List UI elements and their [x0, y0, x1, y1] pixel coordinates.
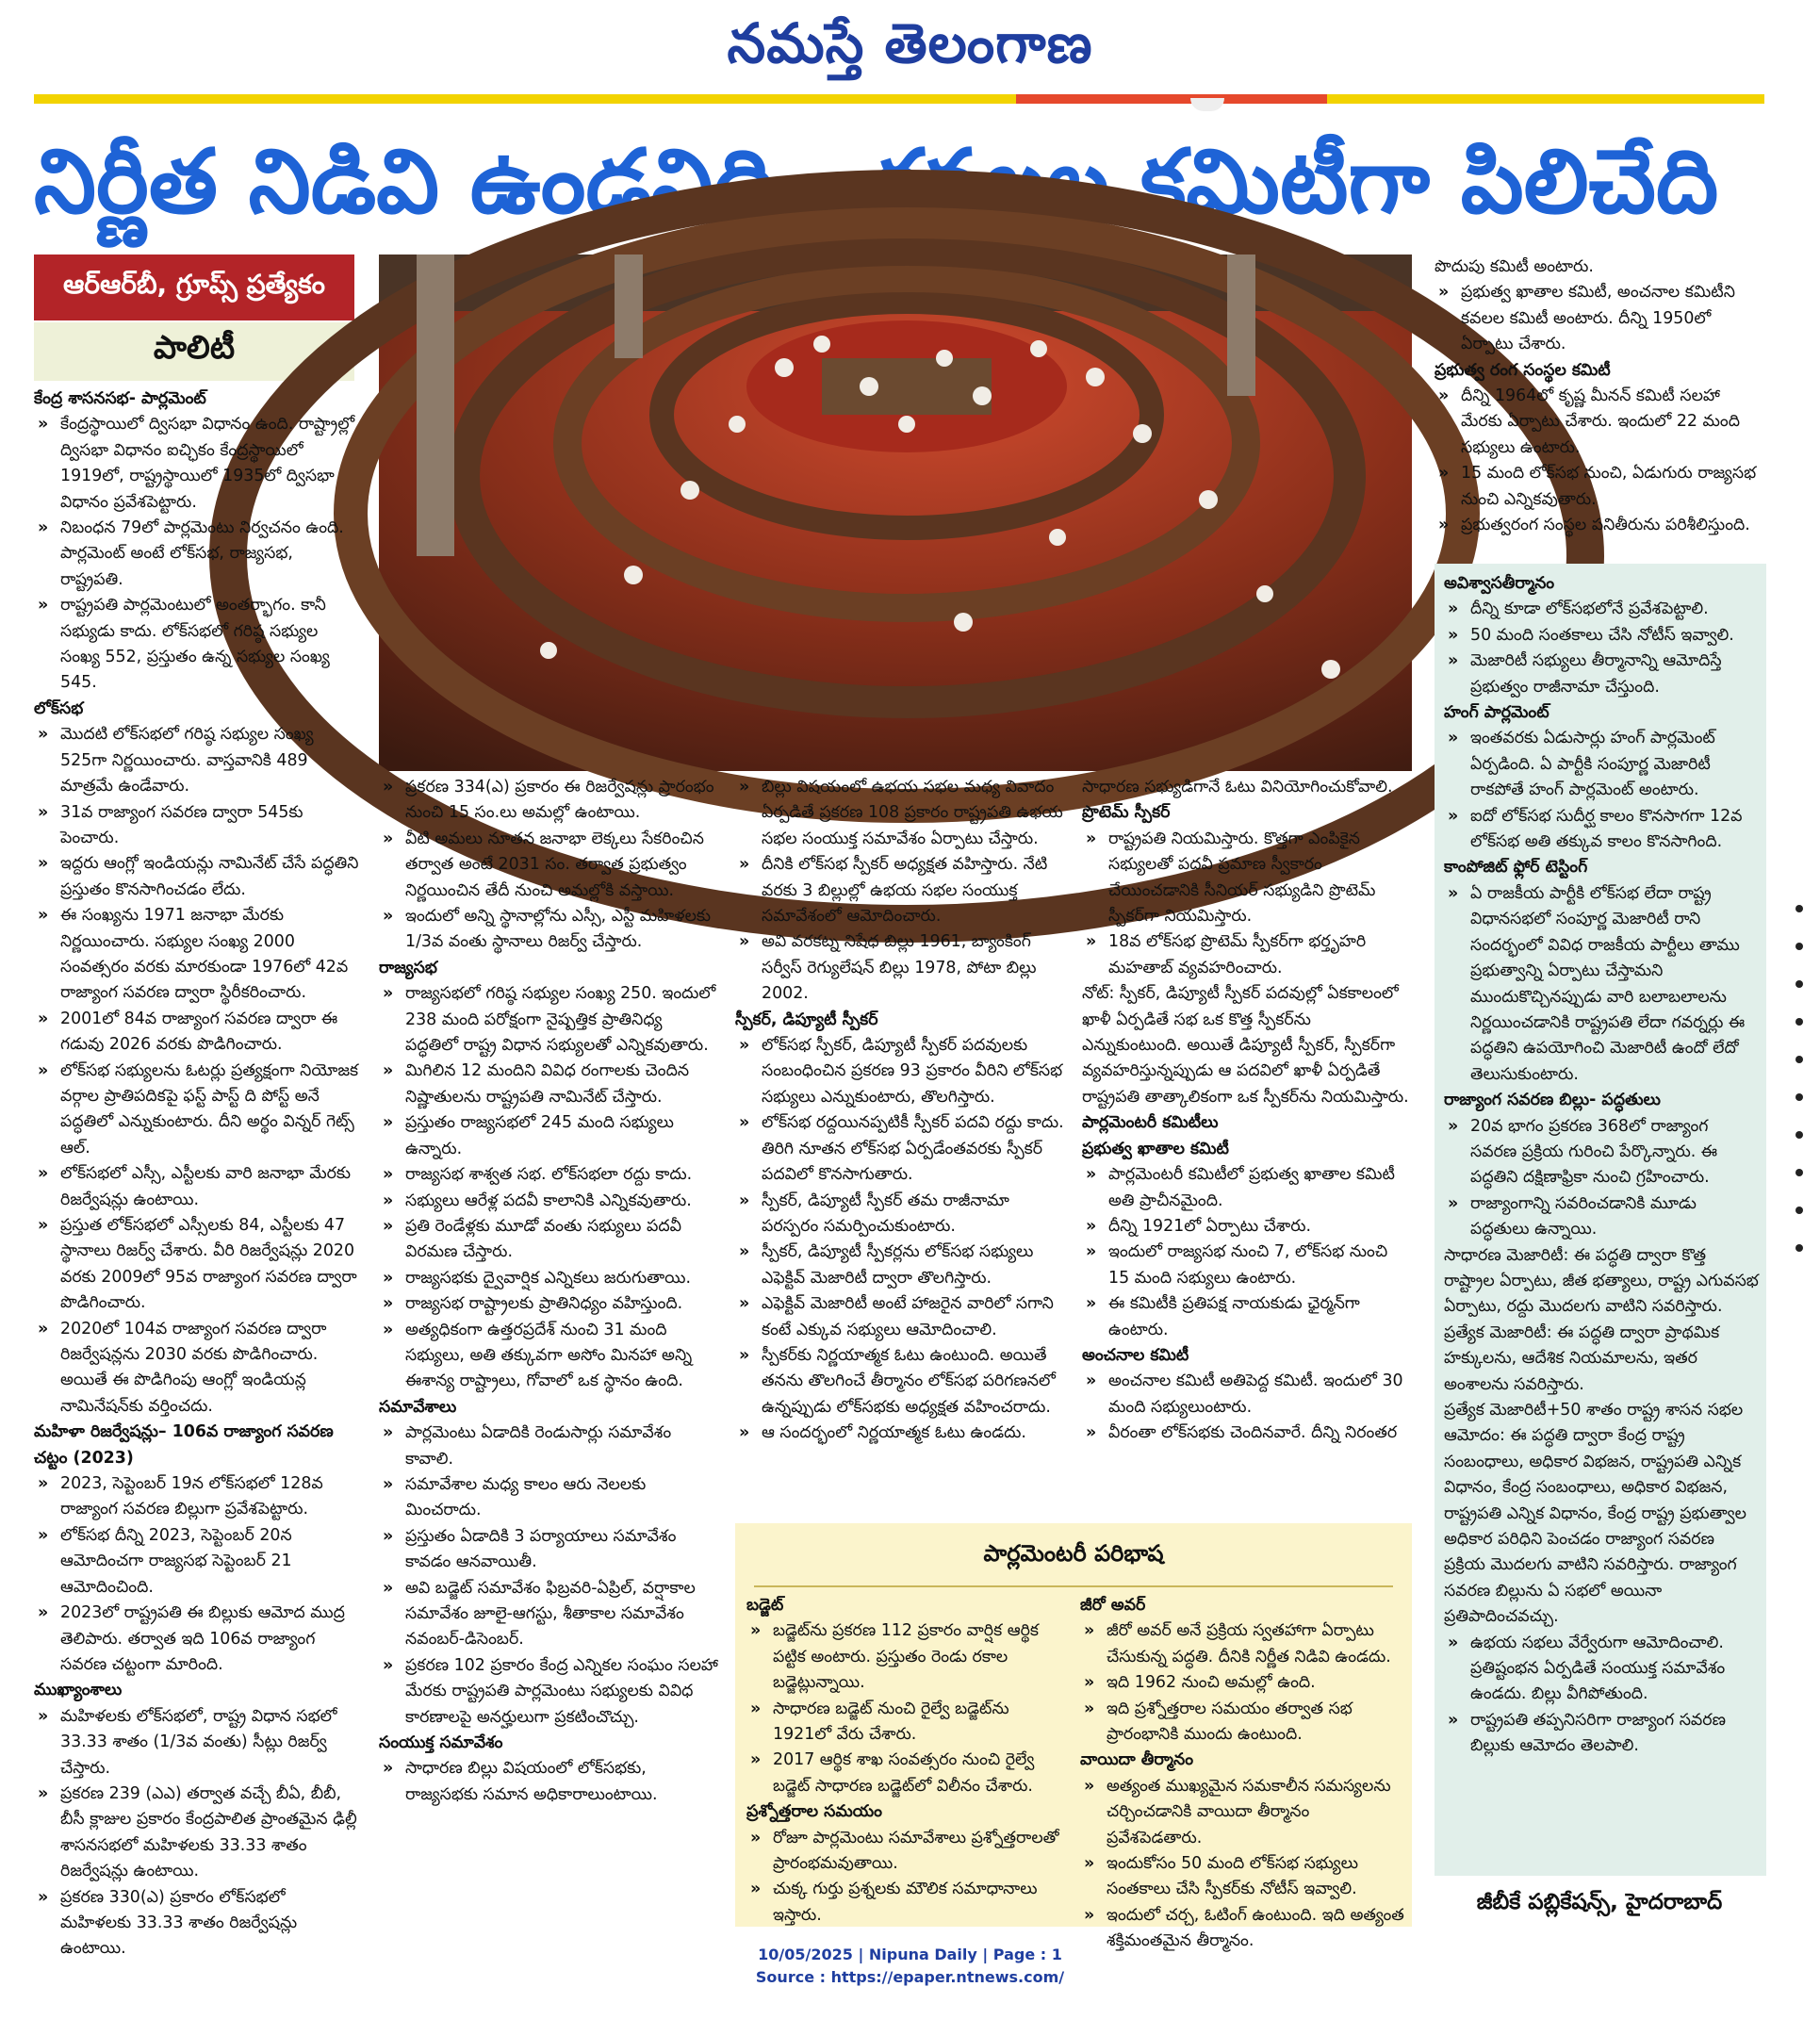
bullet-item: » రాజ్యసభ శాశ్వత సభ. లోక్‌సభలా రద్దు కాదు. — [379, 1162, 718, 1188]
bullet-item: » 2001లో 84వ రాజ్యాంగ సవరణ ద్వారా ఈ గడువు 2026 వరకు పొడిగించారు. — [34, 1007, 360, 1059]
bullet-item: » లోక్‌సభలో ఎస్సీ, ఎస్టీలకు వారి జనాభా మేరకు రిజర్వేషన్లు ఉంటాయి. — [34, 1161, 360, 1213]
bullet-item: » లోక్‌సభ సభ్యులను ఓటర్లు ప్రత్యక్షంగా నియోజక వర్గాల ప్రాతిపదికపై ఫస్ట్ పాస్ట్ ది పోస్ట్ అనే పద్ధతిలో ఎన్నుకుంటారు. దీని అర్థం విన్నర్ గెట్స్ ఆల్. — [34, 1059, 360, 1162]
bullet-item: » రాజ్యసభకు ద్వైవార్షిక ఎన్నికలు జరుగుతాయి. — [379, 1266, 718, 1291]
bullet-item: » ప్రభుత్వరంగ సంస్థల పనితీరును పరిశీలిస్తుంది. — [1435, 513, 1764, 538]
bullet-item: » ఇద్దరు ఆంగ్లో ఇండియన్లు నామినేట్ చేసే పద్ధతిని ప్రస్తుతం కొనసాగించడం లేదు. — [34, 851, 360, 903]
bullet-item: » వీటి అమలు నూతన జనాభా లెక్కలు సేకరించిన తర్వాత అంటే 2031 సం. తర్వాత ప్రభుత్వం నిర్ణయించిన తేదీ నుంచి అమల్లోకి వస్తాయి. — [379, 827, 718, 904]
top-rule-tab — [1190, 98, 1224, 111]
bullet-item: » ఇంతవరకు ఏడుసార్లు హంగ్ పార్లమెంట్ ఏర్పడింది. ఏ పార్టీకి సంపూర్ణ మెజారిటీ రాకపోతే హంగ్ పార్లమెంట్ అంటారు. — [1444, 726, 1759, 803]
bullet-item: » బిల్లు విషయంలో ఉభయ సభల మధ్య వివాదం ఏర్పడితే ప్రకరణ 108 ప్రకారం రాష్ట్రపతి ఉభయ సభల సంయుక్త సమావేశం ఏర్పాటు చేస్తారు. — [735, 775, 1065, 852]
subheading: జీరో అవర్ — [1080, 1596, 1146, 1615]
footer-source-line: Source : https://epaper.ntnews.com/ — [755, 1968, 1065, 1986]
headline: నిర్ణీత నిడివి ఉండనిది.. కవలల కమిటీగా పిలిచేది — [34, 131, 1719, 234]
column-3 — [735, 775, 1065, 1514]
column-4 — [1082, 775, 1412, 1514]
bullet-item: » స్పీకర్‌కు నిర్ణయాత్మక ఓటు ఉంటుంది. అయితే తనను తొలగించే తీర్మానం లోక్‌సభ పరిగణనలో ఉన్నప్పుడు లోక్‌సభకు అధ్యక్షత వహించరాదు. — [735, 1343, 1065, 1420]
bullet-item: » సభ్యులు ఆరేళ్ల పదవీ కాలానికి ఎన్నికవుతారు. — [379, 1189, 718, 1214]
bullet-item: » ఉభయ సభలు వేర్వేరుగా ఆమోదించాలి. ప్రతిష్టంభన ఏర్పడితే సంయుక్త సమావేశం ఉండదు. బిల్లు వీగిపోతుంది. — [1444, 1631, 1759, 1708]
subheading: పార్లమెంటరీ కమిటీలు — [1082, 1113, 1219, 1133]
bullet-item: » బడ్జెట్‌ను ప్రకరణ 112 ప్రకారం వార్షిక ఆర్థిక పట్టిక అంటారు. ప్రస్తుతం రెండు రకాల బడ్జెట్లున్నాయి. — [746, 1618, 1067, 1696]
bullet-item: » రాజ్యసభలో గరిష్ఠ సభ్యుల సంఖ్య 250. ఇందులో 238 మంది పరోక్షంగా నైష్పత్తిక ప్రాతినిధ్య పద్ధతిలో రాష్ట్ర విధాన సభ్యులతో ఎన్నికవుతారు. — [379, 981, 718, 1059]
bullet-item: » ఏ రాజకీయ పార్టీకి లోక్‌సభ లేదా రాష్ట్ర విధానసభలో సంపూర్ణ మెజారిటీ రాని సందర్భంలో వివిధ రాజకీయ పార్టీలు తాము ప్రభుత్వాన్ని ఏర్పాటు చేస్తామని ముందుకొచ్చినప్పుడు వారి బలాబలాలను నిర్ణయించడానికి రాష్ట్రపతి లేదా గవర్నర్లు ఈ పద్ధతిని ఉపయోగించి మెజారిటీ ఉందో లేదో తెలుసుకుంటారు. — [1444, 881, 1759, 1088]
bullet-item: » అత్యంత ముఖ్యమైన సమకాలీన సమస్యలను చర్చించడానికి వాయిదా తీర్మానం ప్రవేశపెడతారు. — [1080, 1774, 1404, 1851]
subheading: లోక్‌సభ — [34, 698, 84, 718]
bullet-item: » 2023లో రాష్ట్రపతి ఈ బిల్లుకు ఆమోద ముద్ర తెలిపారు. తర్వాత ఇది 106వ రాజ్యాంగ సవరణ చట్టంగా మారింది. — [34, 1601, 360, 1678]
bullet-item: » చుక్క గుర్తు ప్రశ్నలకు మౌలిక సమాధానాలు ఇస్తారు. — [746, 1877, 1067, 1929]
subheading: కాంపోజిట్ ఫ్లోర్ టెస్టింగ్ — [1444, 858, 1588, 878]
bullet-item: » ఈ కమిటీకి ప్రతిపక్ష నాయకుడు ఛైర్మన్‌గా ఉంటారు. — [1082, 1291, 1412, 1343]
subheading: వాయిదా తీర్మానం — [1080, 1750, 1194, 1770]
bullet-item: » ప్రభుత్వ ఖాతాల కమిటీ, అంచనాల కమిటీని కవలల కమిటీ అంటారు. దీన్ని 1950లో ఏర్పాటు చేశారు. — [1435, 280, 1764, 357]
subheading: రాజ్యాంగ సవరణ బిల్లు- పద్ధతులు — [1444, 1091, 1661, 1110]
bullet-item: » ప్రకరణ 330(ఎ) ప్రకారం లోక్‌సభలో మహిళలకు 33.33 శాతం రిజర్వేషన్లు ఉంటాయి. — [34, 1885, 360, 1962]
bullet-item: » సమావేశాల మధ్య కాలం ఆరు నెలలకు మించరాదు. — [379, 1472, 718, 1524]
subheading: సమావేశాలు — [379, 1397, 457, 1417]
bullet-item: » రాష్ట్రపతి తప్పనిసరిగా రాజ్యాంగ సవరణ బిల్లుకు ఆమోదం తెలపాలి. — [1444, 1708, 1759, 1760]
bullet-item: » 50 మంది సంతకాలు చేసి నోటీస్ ఇవ్వాలి. — [1444, 623, 1759, 649]
bullet-item: » అవి వరకట్న నిషేధ బిల్లు 1961, బ్యాంకింగ్ సర్వీస్ రెగ్యులేషన్ బిల్లు 1978, పోటా బిల్లు 2002. — [735, 929, 1065, 1007]
section-banner: ఆర్ఆర్‌బీ, గ్రూప్స్ ప్రత్యేకం — [34, 254, 354, 320]
bullet-item: » అవి బడ్జెట్ సమావేశం ఫిబ్రవరి-ఏప్రిల్, వర్షాకాల సమావేశం జూలై-ఆగస్టు, శీతాకాల సమావేశం నవంబర్-డిసెంబర్. — [379, 1576, 718, 1653]
bullet-item: » అత్యధికంగా ఉత్తరప్రదేశ్ నుంచి 31 మంది సభ్యులు, అతి తక్కువగా అసోం మినహా అన్ని ఈశాన్య రాష్ట్రాలు, గోవాలో ఒక స్థానం ఉంది. — [379, 1318, 718, 1395]
masthead-logo: నమస్తే తెలంగాణ — [727, 11, 1093, 75]
bullet-item: » కేంద్రస్థాయిలో ద్విసభా విధానం ఉంది. రాష్ట్రాల్లో ద్విసభా విధానం ఐచ్ఛికం కేంద్రస్థాయిలో 1919లో, రాష్ట్రస్థాయిలో 1935లో ద్విసభా విధానం ప్రవేశపెట్టారు. — [34, 412, 360, 516]
page-footer — [0, 1944, 1820, 1989]
bullet-item: » ఐదో లోక్‌సభ సుదీర్ఘ కాలం కొనసాగగా 12వ లోక్‌సభ అతి తక్కువ కాలం కొనసాగింది. — [1444, 804, 1759, 856]
bullet-item: » ఇందులో చర్చ, ఓటింగ్ ఉంటుంది. ఇది అత్యంత శక్తిమంతమైన తీర్మానం. — [1080, 1903, 1404, 1955]
glossary-box — [735, 1523, 1412, 1951]
subheading: స్పీకర్, డిప్యూటీ స్పీకర్ — [735, 1010, 878, 1029]
bullet-item: » 2023, సెప్టెంబర్ 19న లోక్‌సభలో 128వ రాజ్యాంగ సవరణ బిల్లుగా ప్రవేశపెట్టారు. — [34, 1471, 360, 1523]
glossary-title: పార్లమెంటరీ పరిభాష — [983, 1540, 1164, 1567]
bullet-item: » ఇది 1962 నుంచి అమల్లో ఉంది. — [1080, 1670, 1404, 1696]
subheading: ప్రభుత్వ ఖాతాల కమిటీ — [1082, 1139, 1229, 1158]
parliament-photo — [379, 254, 1412, 771]
bullet-item: » లోక్‌సభ దీన్ని 2023, సెప్టెంబర్ 20న ఆమోదించగా రాజ్యసభ సెప్టెంబర్ 21 ఆమోదించింది. — [34, 1523, 360, 1601]
subheading: అవిశ్వాసతీర్మానం — [1444, 574, 1555, 593]
bullet-item: » జీరో అవర్ అనే ప్రక్రియ స్వతహాగా ఏర్పాటు చేసుకున్న పద్ధతి. దీనికి నిర్ణీత నిడివి ఉండదు. — [1080, 1618, 1404, 1670]
bullet-item: » ఈ సంఖ్యను 1971 జనాభా మేరకు నిర్ణయించారు. సభ్యుల సంఖ్య 2000 సంవత్సరం వరకు మారకుండా 1976లో 42వ రాజ్యాంగ సవరణ ద్వారా స్థిరీకరించారు. — [34, 903, 360, 1007]
subheading: హంగ్ పార్లమెంట్ — [1444, 703, 1549, 723]
glossary-left — [746, 1593, 1067, 1923]
bullet-item: » రాష్ట్రపతి పార్లమెంటులో అంతర్భాగం. కానీ సభ్యుడు కాదు. లోక్‌సభలో గరిష్ఠ సభ్యుల సంఖ్య 552, ప్రస్తుతం ఉన్న సభ్యుల సంఖ్య 545. — [34, 593, 360, 697]
margin-bullets — [1795, 905, 1814, 2036]
subheading: బడ్జెట్ — [746, 1596, 784, 1615]
bullet-item: » నిబంధన 79లో పార్లమెంటు నిర్వచనం ఉంది. పార్లమెంట్ అంటే లోక్‌సభ, రాజ్యసభ, రాష్ట్రపతి. — [34, 516, 360, 593]
bullet-item: » ఇది ప్రశ్నోత్తరాల సమయం తర్వాత సభ ప్రారంభానికి ముందు ఉంటుంది. — [1080, 1697, 1404, 1749]
bullet-item: » ఇందులో అన్ని స్థానాల్లోను ఎస్సీ, ఎస్టీ మహిళలకు 1/3వ వంతు స్థానాలు రిజర్వ్ చేస్తారు. — [379, 904, 718, 956]
column-1 — [34, 386, 360, 1959]
masthead — [0, 0, 1820, 90]
bullet-item: » రాష్ట్రపతి నియమిస్తారు. కొత్తగా ఎంపికైన సభ్యులతో పదవీ ప్రమాణ స్వీకారం చేయించడానికి సీనియర్ సభ్యుడిని ప్రొటెమ్ స్పీకర్‌గా నియమిస్తారు. — [1082, 827, 1412, 930]
column-5 — [1435, 254, 1764, 558]
subheading: ప్రభుత్వ రంగ సంస్థల కమిటీ — [1435, 360, 1611, 380]
bullet-item: » వీరంతా లోక్‌సభకు చెందినవారే. దీన్ని నిరంతర — [1082, 1420, 1412, 1446]
subheading: కేంద్ర శాసనసభ- పార్లమెంట్ — [34, 389, 206, 408]
paragraph: ప్రత్యేక మెజారిటీ: ఈ పద్ధతి ద్వారా ప్రాథమిక హక్కులను, ఆదేశిక నియమాలను, ఇతర అంశాలను సవరిస్తారు. — [1444, 1322, 1720, 1394]
bullet-item: » ప్రకరణ 102 ప్రకారం కేంద్ర ఎన్నికల సంఘం సలహా మేరకు రాష్ట్రపతి పార్లమెంటు సభ్యులకు వివిధ కారణాలపై అనర్హులుగా ప్రకటించొచ్చు. — [379, 1653, 718, 1731]
column-2 — [379, 775, 718, 1934]
publisher-credit: జీబీకే పబ్లికేషన్స్, హైదరాబాద్ — [1436, 1881, 1763, 1929]
glossary-divider — [754, 1585, 1393, 1587]
footer-date-line: 10/05/2025 | Nipuna Daily | Page : 1 — [758, 1946, 1062, 1963]
paragraph: సాధారణ సభ్యుడిగానే ఓటు వినియోగించుకోవాలి. — [1082, 778, 1393, 796]
parliament-chamber-image — [379, 254, 1412, 771]
subheading: అంచనాల కమిటీ — [1082, 1345, 1189, 1365]
bullet-item: » ఇందులో రాజ్యసభ నుంచి 7, లోక్‌సభ నుంచి 15 మంది సభ్యులు ఉంటారు. — [1082, 1240, 1412, 1291]
bullet-item: » పార్లమెంటరీ కమిటీలో ప్రభుత్వ ఖాతాల కమిటీ అతి ప్రాచీనమైంది. — [1082, 1162, 1412, 1214]
bullet-item: » స్పీకర్, డిప్యూటీ స్పీకర్ తమ రాజీనామా పరస్పరం సమర్పించుకుంటారు. — [735, 1189, 1065, 1240]
subheading: ప్రొటెమ్ స్పీకర్ — [1082, 803, 1171, 823]
bullet-item: » రోజూ పార్లమెంటు సమావేశాలు ప్రశ్నోత్తరాలతో ప్రారంభమవుతాయి. — [746, 1826, 1067, 1878]
bullet-item: » ఇందుకోసం 50 మంది లోక్‌సభ సభ్యులు సంతకాలు చేసి స్పీకర్‌కు నోటీస్ ఇవ్వాలి. — [1080, 1851, 1404, 1903]
bullet-item: » 20వ భాగం ప్రకరణ 368లో రాజ్యాంగ సవరణ ప్రక్రియ గురించి పేర్కొన్నారు. ఈ పద్ధతిని దక్షిణాఫ్రికా నుంచి గ్రహించారు. — [1444, 1114, 1759, 1191]
bullet-item: » దీన్ని కూడా లోక్‌సభలోనే ప్రవేశపెట్టాలి. — [1444, 597, 1759, 622]
bullet-item: » ప్రకరణ 239 (ఎఎ) తర్వాత వచ్చే బీఏ, బీబీ, బీసీ క్లాజుల ప్రకారం కేంద్రపాలిత ప్రాంతమైన ఢిల్లీ శాసనసభలో మహిళలకు 33.33 శాతం రిజర్వేషన్లు ఉంటాయి. — [34, 1782, 360, 1885]
bullet-item: » లోక్‌సభ రద్దయినప్పటికీ స్పీకర్ పదవి రద్దు కాదు. తిరిగి నూతన లోక్‌సభ ఏర్పడేంతవరకు స్పీకర్ పదవిలో కొనసాగుతారు. — [735, 1110, 1065, 1188]
bullet-item: » ప్రస్తుతం ఏడాదికి 3 పర్యాయాలు సమావేశం కావడం ఆనవాయితీ. — [379, 1524, 718, 1576]
bullet-item: » దీన్ని 1964లో కృష్ణ మీనన్ కమిటీ సలహా మేరకు ఏర్పాటు చేశారు. ఇందులో 22 మంది సభ్యులు ఉంటారు. — [1435, 384, 1764, 461]
subheading: రాజ్యసభ — [379, 958, 437, 977]
subheading: ప్రశ్నోత్తరాల సమయం — [746, 1802, 882, 1822]
bullet-item: » 31వ రాజ్యాంగ సవరణ ద్వారా 545కు పెంచారు. — [34, 800, 360, 852]
bullet-item: » 2020లో 104వ రాజ్యాంగ సవరణ ద్వారా రిజర్వేషన్లను 2030 వరకు పొడిగించారు. అయితే ఈ పొడిగింపు ఆంగ్లో ఇండియన్ల నామినేషన్‌కు వర్తించదు. — [34, 1317, 360, 1420]
bullet-item: » దీన్ని 1921లో ఏర్పాటు చేశారు. — [1082, 1214, 1412, 1240]
bullet-item: » ఎఫెక్టివ్ మెజారిటీ అంటే హాజరైన వారిలో సగాని కంటే ఎక్కువ సభ్యులు ఆమోదించాలి. — [735, 1291, 1065, 1343]
bullet-item: » మొదటి లోక్‌సభలో గరిష్ఠ సభ్యుల సంఖ్య 525గా నిర్ణయించారు. వాస్తవానికి 489 మాత్రమే ఉండేవారు. — [34, 722, 360, 799]
paragraph: సాధారణ మెజారిటీ: ఈ పద్ధతి ద్వారా కొత్త రాష్ట్రాల ఏర్పాటు, జీత భత్యాలు, రాష్ట్ర ఎగువసభ ఏర్పాటు, రద్దు మొదలగు వాటిని సవరిస్తారు. — [1444, 1245, 1759, 1317]
bullet-item: » రాజ్యాంగాన్ని సవరించడానికి మూడు పద్ధతులు ఉన్నాయి. — [1444, 1191, 1759, 1243]
paragraph: ప్రత్యేక మెజారిటీ+50 శాతం రాష్ట్ర శాసన సభల ఆమోదం: ఈ పద్ధతి ద్వారా కేంద్ర రాష్ట్ర సంబంధాలు, అధికార విభజన, రాష్ట్రపతి ఎన్నిక విధానం, కేంద్ర సంబంధాలు, అధికార విభజన, రాష్ట్రపతి ఎన్నిక విధానం, కేంద్ర రాష్ట్ర ప్రభుత్వాల అధికార పరిధిని పెంచడం రాజ్యాంగ సవరణ ప్రక్రియ మొదలగు వాటిని సవరిస్తారు. రాజ్యాంగ సవరణ బిల్లును ఏ సభలో అయినా ప్రతిపాదించవచ్చు. — [1444, 1401, 1746, 1627]
bullet-item: » రాజ్యసభ రాష్ట్రాలకు ప్రాతినిధ్యం వహిస్తుంది. — [379, 1291, 718, 1317]
bullet-item: » ప్రతి రెండేళ్లకు మూడో వంతు సభ్యులు పదవీ విరమణ చేస్తారు. — [379, 1214, 718, 1266]
bullet-item: » మిగిలిన 12 మందిని వివిధ రంగాలకు చెందిన నిష్ణాతులను రాష్ట్రపతి నామినేట్ చేస్తారు. — [379, 1059, 718, 1110]
bullet-item: » సాధారణ బడ్జెట్ నుంచి రైల్వే బడ్జెట్‌ను 1921లో వేరు చేశారు. — [746, 1697, 1067, 1749]
bullet-item: » 18వ లోక్‌సభ ప్రొటెమ్ స్పీకర్‌గా భర్తృహరి మహతాబ్ వ్యవహరించారు. — [1082, 929, 1412, 981]
top-rule — [34, 94, 1764, 104]
bullet-item: » స్పీకర్, డిప్యూటీ స్పీకర్లను లోక్‌సభ సభ్యులు ఎఫెక్టివ్ మెజారిటీ ద్వారా తొలగిస్తారు. — [735, 1240, 1065, 1291]
bullet-item: » మెజారిటీ సభ్యులు తీర్మానాన్ని ఆమోదిస్తే ప్రభుత్వం రాజీనామా చేస్తుంది. — [1444, 649, 1759, 700]
glossary-right — [1080, 1593, 1404, 1951]
subheading: మహిళా రిజర్వేషన్లు– 106వ రాజ్యాంగ సవరణ చట్టం (2023) — [34, 1422, 334, 1468]
subheading: ముఖ్యాంశాలు — [34, 1681, 123, 1700]
bullet-item: » దీనికి లోక్‌సభ స్పీకర్ అధ్యక్షత వహిస్తారు. నేటి వరకు 3 బిల్లుల్లో ఉభయ సభల సంయుక్త సమావేశంలో ఆమోదించారు. — [735, 852, 1065, 929]
column-6 — [1444, 571, 1759, 1872]
bullet-item: » ప్రస్తుతం రాజ్యసభలో 245 మంది సభ్యులు ఉన్నారు. — [379, 1110, 718, 1162]
bullet-item: » లోక్‌సభ స్పీకర్, డిప్యూటీ స్పీకర్ పదవులకు సంబంధించిన ప్రకరణ 93 ప్రకారం వీరిని లోక్‌సభ సభ్యులు ఎన్నుకుంటారు, తొలగిస్తారు. — [735, 1033, 1065, 1110]
paragraph: పొదుపు కమిటీ అంటారు. — [1435, 257, 1594, 276]
bullet-item: » పార్లమెంటు ఏడాదికి రెండుసార్లు సమావేశం కావాలి. — [379, 1420, 718, 1472]
bullet-item: » 15 మంది లోక్‌సభ నుంచి, ఏడుగురు రాజ్యసభ నుంచి ఎన్నికవుతారు. — [1435, 461, 1764, 513]
bullet-item: » సాధారణ బిల్లు విషయంలో లోక్‌సభకు, రాజ్యసభకు సమాన అధికారాలుంటాయి. — [379, 1756, 718, 1808]
bullet-item: » ఆ సందర్భంలో నిర్ణయాత్మక ఓటు ఉండదు. — [735, 1420, 1065, 1446]
bullet-item: » ప్రకరణ 334(ఎ) ప్రకారం ఈ రిజర్వేషన్లు ప్రారంభం నుంచి 15 సం.లు అమల్లో ఉంటాయి. — [379, 775, 718, 827]
bullet-item: » ప్రస్తుత లోక్‌సభలో ఎస్సీలకు 84, ఎస్టీలకు 47 స్థానాలు రిజర్వ్ చేశారు. వీరి రిజర్వేషన్లు 2020 వరకు 2009లో 95వ రాజ్యాంగ సవరణ ద్వారా పొడిగించారు. — [34, 1213, 360, 1317]
bullet-item: » 2017 ఆర్థిక శాఖ సంవత్సరం నుంచి రైల్వే బడ్జెట్ సాధారణ బడ్జెట్‌లో విలీనం చేశారు. — [746, 1748, 1067, 1799]
subheading: సంయుక్త సమావేశం — [379, 1733, 503, 1753]
top-rule-accent — [1016, 94, 1327, 104]
bullet-item: » మహిళలకు లోక్‌సభలో, రాష్ట్ర విధాన సభలో 33.33 శాతం (1/3వ వంతు) సీట్లు రిజర్వ్ చేస్తారు. — [34, 1704, 360, 1782]
paragraph: నోట్: స్పీకర్, డిప్యూటీ స్పీకర్ పదవుల్లో ఏకకాలంలో ఖాళీ ఏర్పడితే సభ ఒక కొత్త స్పీకర్‌ను ఎన్నుకుంటుంది. అయితే డిప్యూటీ స్పీకర్, స్పీకర్‌గా వ్యవహరిస్తున్నప్పుడు ఆ పదవిలో ఖాళీ ఏర్పడితే రాష్ట్రపతి తాత్కాలికంగా ఒక స్పీకర్‌ను నియమిస్తారు. — [1082, 984, 1409, 1107]
subject-tag: పాలిటీ — [34, 322, 354, 381]
bullet-item: » అంచనాల కమిటీ అతిపెద్ద కమిటీ. ఇందులో 30 మంది సభ్యులుంటారు. — [1082, 1369, 1412, 1420]
